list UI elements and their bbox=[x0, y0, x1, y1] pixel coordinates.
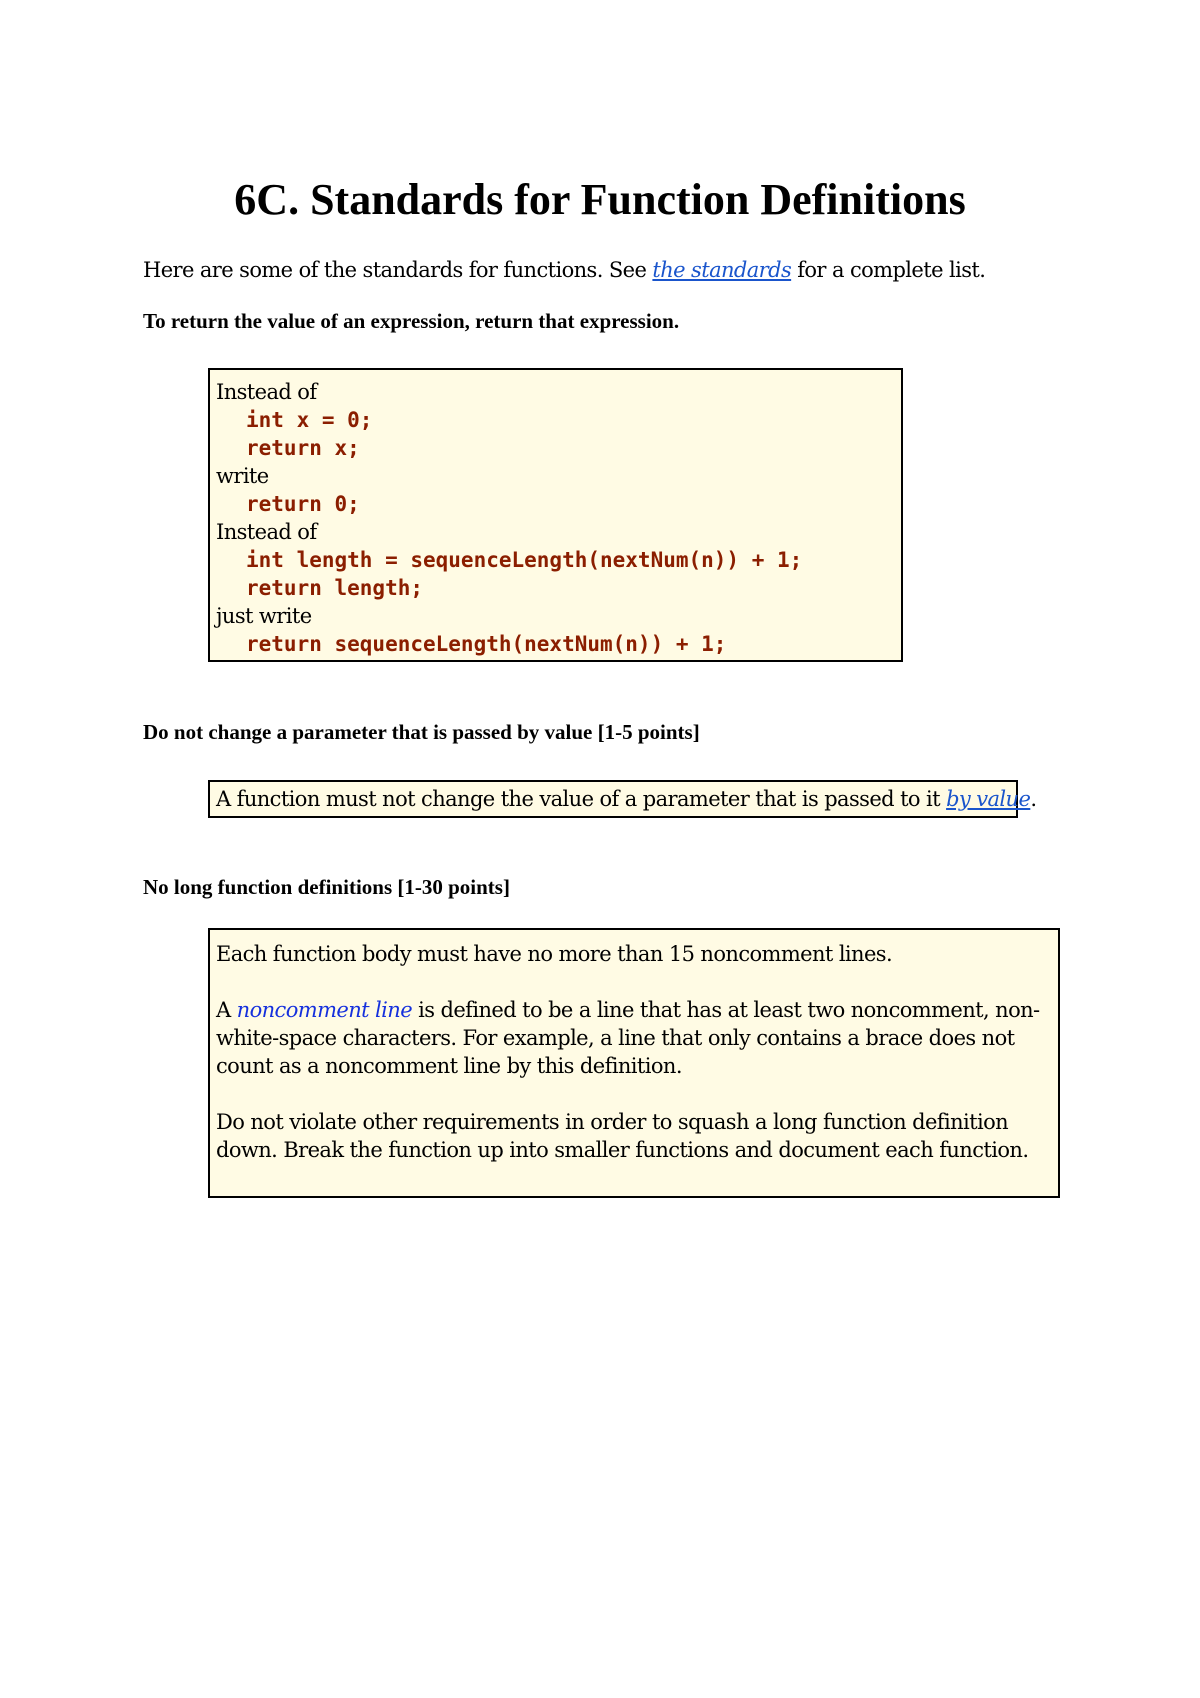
code-line: return sequenceLength(nextNum(n)) + 1; bbox=[246, 632, 727, 656]
parameter-rule-end: . bbox=[1030, 787, 1037, 811]
long-functions-box bbox=[208, 928, 1060, 1198]
example-line: just write bbox=[216, 604, 312, 628]
code-line: return x; bbox=[246, 436, 360, 460]
example-line: write bbox=[216, 464, 269, 488]
section-heading-return-expression: To return the value of an expression, return that expression. bbox=[143, 309, 680, 333]
standards-link[interactable]: the standards bbox=[652, 258, 792, 282]
example-line: Instead of bbox=[216, 380, 317, 404]
code-line: return 0; bbox=[246, 492, 360, 516]
noncomment-line-term: noncomment line bbox=[236, 998, 413, 1022]
line-limit-paragraph: Each function body must have no more than 15 noncomment lines. bbox=[216, 942, 893, 966]
intro-paragraph bbox=[143, 256, 985, 284]
intro-text-before: Here are some of the standards for functions. See bbox=[143, 258, 653, 282]
page-title: 6C. Standards for Function Definitions bbox=[234, 175, 966, 224]
by-value-link[interactable]: by value bbox=[946, 787, 1031, 811]
section-heading-parameter-by-value: Do not change a parameter that is passed by value [1-5 points] bbox=[143, 720, 700, 744]
example-line: Instead of bbox=[216, 520, 317, 544]
definition-text-after: is defined to be a line that has at least two noncomment, non-white-space characters. For example, a line that only contains a brace does not count as a noncomment line by this definition. bbox=[216, 998, 1040, 1078]
code-line: return length; bbox=[246, 576, 424, 600]
definition-text-before: A bbox=[216, 998, 237, 1022]
section-heading-long-functions: No long function definitions [1-30 points] bbox=[143, 875, 510, 899]
parameter-by-value-box bbox=[208, 780, 1037, 818]
code-line: int x = 0; bbox=[246, 408, 373, 432]
noncomment-definition-paragraph bbox=[216, 996, 1052, 1080]
intro-text-after: for a complete list. bbox=[791, 258, 986, 282]
split-functions-paragraph: Do not violate other requirements in order to squash a long function definition down. Break the function up into smaller functions and document each function. bbox=[216, 1110, 1029, 1162]
return-expression-example-box bbox=[208, 368, 903, 662]
parameter-rule-text: A function must not change the value of a parameter that is passed to it bbox=[216, 787, 947, 811]
code-line: int length = sequenceLength(nextNum(n)) + 1; bbox=[246, 548, 803, 572]
